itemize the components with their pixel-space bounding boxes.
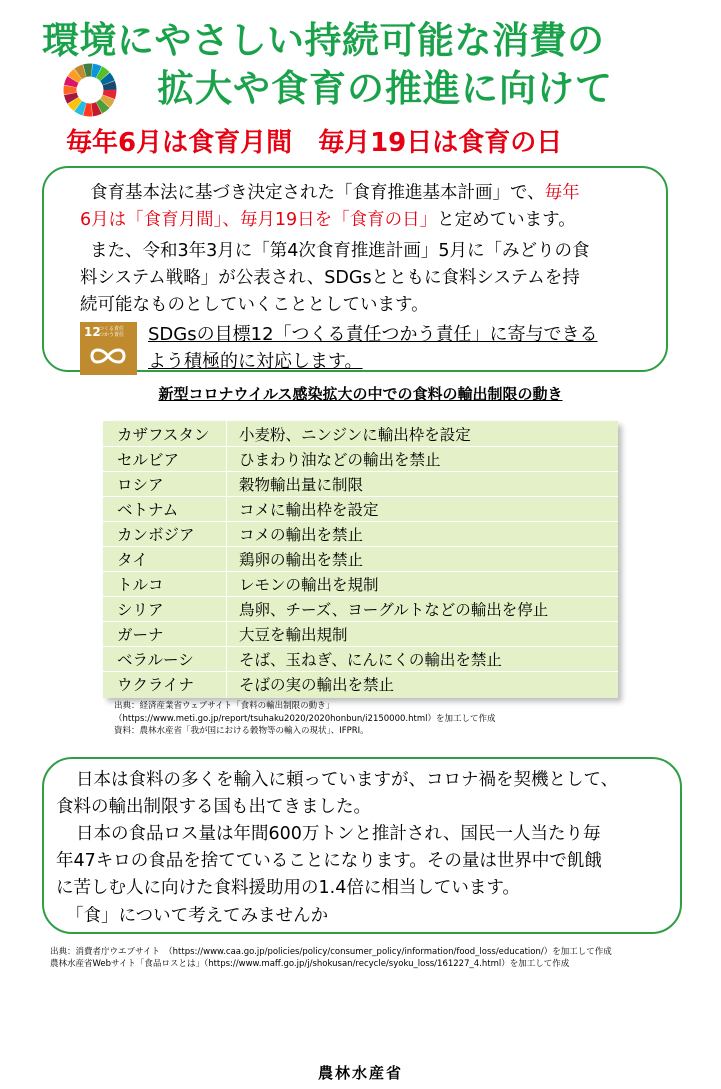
country-cell: ウクライナ <box>117 676 195 694</box>
ministry-name: 農林水産省 <box>317 1064 403 1082</box>
table-row <box>103 546 618 572</box>
measure-cell: そば、玉ねぎ、にんにくの輸出を禁止 <box>239 651 502 669</box>
measure-cell: コメの輸出を禁止 <box>239 526 364 544</box>
measure-cell: ひまわり油などの輸出を禁止 <box>239 451 441 469</box>
measure-cell: 穀物輸出量に制限 <box>239 476 364 494</box>
table-row <box>103 471 618 497</box>
country-cell: カザフスタン <box>117 426 210 444</box>
country-cell: タイ <box>117 551 148 569</box>
table-source <box>114 700 495 738</box>
table-row <box>103 646 618 672</box>
intro-p1-line1 <box>90 180 580 207</box>
measure-cell: 鳥卵、チーズ、ヨーグルトなどの輸出を停止 <box>239 601 549 619</box>
country-cell: ベトナム <box>117 501 179 519</box>
table-source-line: 出典：経済産業省ウェブサイト「食料の輸出制限の動き」 <box>114 701 335 711</box>
country-cell: セルビア <box>117 451 180 469</box>
measure-cell: そばの実の輸出を禁止 <box>239 676 395 694</box>
sdg-icon-text: つくる責任 つかう責任 <box>99 326 125 338</box>
measure-cell: レモンの輸出を規制 <box>239 576 379 594</box>
footer-source-line: 出典：消費者庁ウエブサイト （https://www.caa.go.jp/policies/policy/consumer_policy/information/food_loss/education/）を加工して作成 <box>50 947 612 957</box>
table-row <box>103 421 618 447</box>
intro-text: と定めています。 <box>437 210 576 230</box>
infinity-icon <box>88 346 128 366</box>
measure-cell: 鶏卵の輸出を禁止 <box>239 551 364 569</box>
sdg-icon-number: 12 <box>84 325 101 339</box>
page-title-line1: 環境にやさしい持続可能な消費の <box>42 19 605 62</box>
outro-p2-line1: 日本の食品ロス量は年間600万トンと推計され、国民一人当たり毎 <box>76 824 601 844</box>
country-cell: ガーナ <box>117 626 164 644</box>
outro-p1-line2: 食料の輸出制限する国も出てきました。 <box>56 797 371 817</box>
footer-source-line: 農林水産省Webサイト「食品ロスとは」（https://www.maff.go.jp/j/shokusan/recycle/syoku_loss/161227_4.html）を加工して作成 <box>50 959 570 969</box>
sdg-statement-line1: SDGsの目標12「つくる責任つかう責任」に寄与できる <box>148 324 598 345</box>
measure-cell: コメに輸出枠を設定 <box>239 501 379 519</box>
measure-cell: 大豆を輸出規制 <box>239 626 348 644</box>
sdg-statement-line2: よう積極的に対応します。 <box>148 351 363 372</box>
table-source-line: 資料：農林水産省「我が国における穀物等の輸入の現状」、IFPRI。 <box>114 726 369 736</box>
outro-p2-line3: に苦しむ人に向けた食料援助用の1.4倍に相当しています。 <box>56 878 520 898</box>
outro-p3: 「食」について考えてみませんか <box>66 906 329 926</box>
sdg-goal-12-icon <box>80 322 137 375</box>
page-subtitle: 毎年6月は食育月間 毎月19日は食育の日 <box>66 128 563 158</box>
intro-highlight: 毎年 <box>544 183 580 203</box>
footer-source <box>50 946 612 970</box>
intro-text: 食育基本法に基づき決定された「食育推進基本計画」で、 <box>90 183 545 203</box>
export-restriction-table <box>103 421 618 698</box>
table-row <box>103 596 618 622</box>
table-row <box>103 621 618 647</box>
intro-p2-line2: 料システム戦略」が公表され、SDGsとともに食料システムを持 <box>80 268 580 288</box>
country-cell: ロシア <box>117 476 164 494</box>
country-cell: トルコ <box>117 576 164 594</box>
sdgs-wheel-icon <box>60 60 120 120</box>
table-row <box>103 446 618 472</box>
outro-p1-line1: 日本は食料の多くを輸入に頼っていますが、コロナ禍を契機として、 <box>76 770 619 790</box>
measure-cell: 小麦粉、ニンジンに輸出枠を設定 <box>239 426 471 444</box>
country-cell: カンボジア <box>117 526 195 544</box>
table-row <box>103 521 618 547</box>
intro-p2-line1: また、令和3年3月に「第4次食育推進計画」5月に「みどりの食 <box>90 241 590 261</box>
table-divider <box>226 421 227 698</box>
table-row <box>103 496 618 522</box>
table-title: 新型コロナウイルス感染拡大の中での食料の輸出制限の動き <box>158 385 563 403</box>
sdg-statement <box>148 321 598 375</box>
table-row <box>103 671 618 696</box>
outro-p2-line2: 年47キロの食品を捨てていることになります。その量は世界中で飢餓 <box>56 851 602 871</box>
intro-highlight: 6月は「食育月間」、毎月19日を「食育の日」 <box>80 210 438 230</box>
intro-p1-line2 <box>80 207 576 234</box>
table-row <box>103 571 618 597</box>
table-source-line: （https://www.meti.go.jp/report/tsuhaku2020/2020honbun/i2150000.html）を加工して作成 <box>114 713 496 724</box>
country-cell: ベラルーシ <box>117 651 194 669</box>
page-title-line2: 拡大や食育の推進に向けて <box>157 67 613 110</box>
country-cell: シリア <box>117 601 164 619</box>
intro-p2-line3: 続可能なものとしていくこととしています。 <box>80 295 429 315</box>
